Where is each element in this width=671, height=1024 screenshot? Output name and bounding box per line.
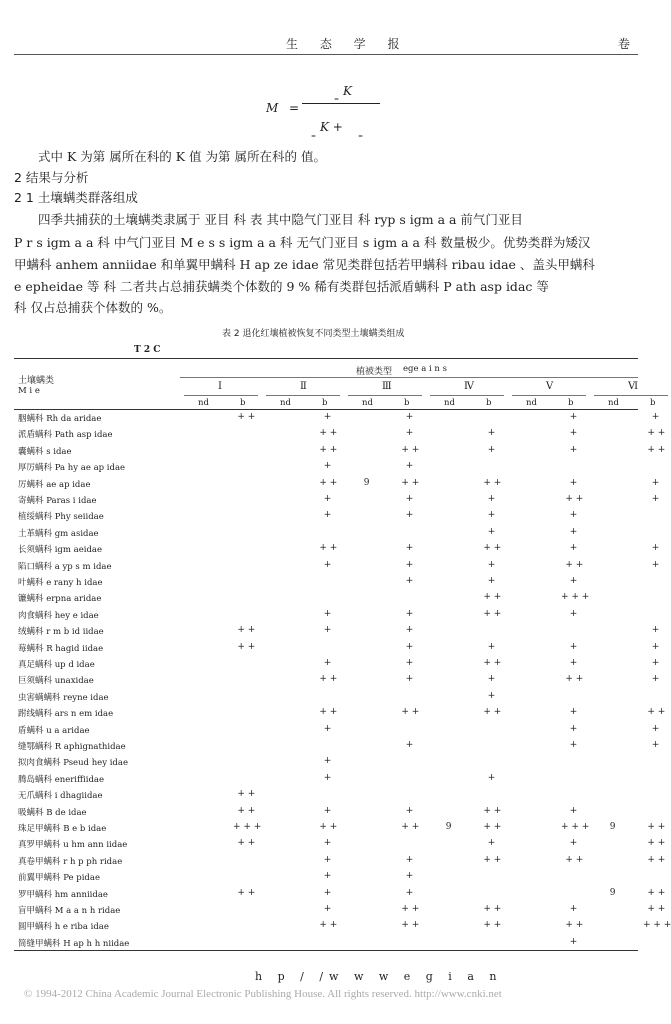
table-cell: + +	[483, 920, 502, 931]
table-cell: + + +	[643, 920, 671, 931]
table-row-label: 厚厉螨科 Pa hy ae ap idae	[18, 463, 126, 474]
type-header: Ⅳ	[464, 381, 474, 392]
type-rule	[184, 395, 258, 396]
table-cell: 9	[609, 887, 616, 898]
table-cell: +	[651, 658, 660, 668]
formula-lhs: M	[266, 101, 279, 115]
table-row-label: 珠足甲螨科 B e b idae	[18, 824, 107, 834]
subcol-header: nd	[444, 398, 455, 408]
table-row-label: 前翼甲螨科 Pe pidae	[18, 873, 100, 884]
table-cell: + +	[647, 904, 666, 914]
table-cell: + +	[237, 805, 256, 816]
table-cell: + +	[319, 543, 338, 554]
table-cell: 9	[363, 477, 370, 488]
table-cell: +	[323, 887, 332, 898]
table-row-label: 无爪螨科 i dhagiidae	[18, 791, 103, 802]
table-cell: + +	[565, 920, 584, 931]
table-cell: +	[569, 576, 578, 586]
table-cell: +	[569, 723, 578, 734]
formula-eq: =	[289, 101, 300, 115]
table-cell: +	[405, 641, 414, 652]
formula-sub: =	[311, 133, 317, 140]
table-row-label: 陷口螨科 a yp s m idae	[18, 561, 112, 572]
table-cell: +	[405, 543, 414, 554]
table-row-label: 肉食螨科 hey e idae	[18, 610, 99, 621]
table-row-label: 厉螨科 ae ap idae	[18, 479, 91, 490]
journal-title: 生 态 学 报	[286, 37, 409, 51]
subcol-header: nd	[280, 398, 291, 408]
table-cell: +	[487, 674, 496, 685]
table-cell: + +	[319, 707, 338, 718]
table-cell: +	[569, 641, 578, 652]
table-row-label: 派盾螨科 Path asp idae	[18, 430, 113, 441]
table-cell: + +	[647, 854, 666, 865]
table-cell: + +	[401, 822, 420, 832]
footer-url: h p / /w w w e g i a n	[255, 970, 503, 983]
table-cell: +	[569, 904, 578, 914]
table-row-label: 腾岛螨科 eneriffiidae	[18, 774, 105, 785]
table-row-label: 吸螨科 B de idae	[18, 807, 87, 818]
table-cell: +	[405, 674, 414, 685]
table-cell: 9	[445, 822, 452, 832]
subsection-heading: 2 1 土壤螨类群落组成	[14, 190, 138, 205]
table-cell: +	[405, 510, 414, 521]
table-cell: + +	[237, 887, 256, 898]
table-row-label: 简缝甲螨科 H ap h h niidae	[18, 938, 130, 949]
table-cell: +	[323, 625, 332, 636]
table-cell: +	[487, 838, 496, 849]
table-cell: + +	[483, 477, 502, 488]
type-rule	[348, 395, 422, 396]
table-cell: +	[487, 444, 496, 455]
table-row-label: 真罗甲螨科 u hm ann iidae	[18, 840, 128, 851]
table-cell: +	[651, 559, 660, 570]
table-bottom-rule	[14, 950, 638, 951]
group-rule	[180, 377, 638, 378]
table-cell: + +	[483, 805, 502, 816]
table-cell: +	[405, 887, 414, 898]
table-cell: + +	[565, 854, 584, 865]
formula-sub: =	[334, 96, 340, 103]
table-cell: +	[569, 658, 578, 668]
type-header: Ⅱ	[300, 381, 307, 392]
table-cell: +	[323, 838, 332, 849]
table-cell: + + +	[233, 822, 262, 832]
section-heading: 2 结果与分析	[14, 170, 89, 185]
table-cell: +	[405, 871, 414, 882]
table-cell: + +	[237, 789, 256, 800]
group-header-en: ege a i n s	[403, 364, 447, 374]
table-cell: + +	[483, 854, 502, 865]
table-row-label: 长须螨科 igm aeidae	[18, 545, 102, 556]
table-cell: + +	[237, 838, 256, 849]
table-cell: + +	[483, 543, 502, 554]
table-cell: + +	[401, 444, 420, 455]
table-row-label: 镰螨科 erpna aridae	[18, 594, 102, 605]
table-row-label: 土革螨科 gm asidae	[18, 528, 99, 539]
table-cell: + +	[647, 444, 666, 455]
table-cell: +	[569, 444, 578, 455]
table-cell: +	[323, 412, 332, 422]
table-cell: + +	[401, 904, 420, 914]
table-row-label: 绒螨科 r m b id iidae	[18, 627, 104, 638]
table-cell: +	[323, 772, 332, 783]
table-cell: +	[323, 559, 332, 570]
table-cell: + +	[237, 641, 256, 652]
table-cell: +	[651, 543, 660, 554]
subcol-header: nd	[362, 398, 373, 408]
table-cell: +	[569, 477, 578, 488]
row-header-en: M i e	[18, 386, 40, 396]
table-cell: +	[487, 510, 496, 521]
table-cell: + + +	[561, 822, 590, 832]
table-row-label: 罗甲螨科 hm anniidae	[18, 889, 108, 900]
type-rule	[430, 395, 504, 396]
row-header: 土壤螨类	[18, 376, 55, 386]
table-cell: + +	[319, 428, 338, 439]
type-rule	[594, 395, 668, 396]
table-row-label: 跗线螨科 ars n em idae	[18, 709, 114, 720]
table-cell: +	[569, 936, 578, 947]
table-cell: +	[569, 608, 578, 619]
table-row-label: 胭螨科 Rh da aridae	[18, 414, 102, 424]
table-cell: +	[323, 904, 332, 914]
table-cell: + +	[647, 428, 666, 439]
table-cell: +	[405, 576, 414, 586]
table-cell: + +	[401, 477, 420, 488]
table-row-label: 盲甲螨科 M a a n h ridae	[18, 906, 121, 916]
table-cell: +	[487, 576, 496, 586]
paragraph-line: P r s igm a a 科 中气门亚目 M e s s igm a a 科 无气门亚目 s igm a a 科 数量极少。优势类群为矮汉	[14, 235, 591, 250]
table-row-label: 叶螨科 e rany h idae	[18, 578, 103, 588]
table-cell: + +	[647, 707, 666, 718]
table-cell: +	[569, 510, 578, 521]
table-cell: + +	[565, 494, 584, 504]
subcol-header: b	[568, 398, 574, 408]
table-cell: +	[569, 740, 578, 750]
subcol-header: b	[240, 398, 246, 408]
paragraph-line: 科 仅占总捕获个体数的 %。	[14, 300, 172, 315]
table-cell: +	[323, 461, 332, 472]
subcol-header: nd	[608, 398, 619, 408]
copyright-notice: © 1994-2012 China Academic Journal Electronic Publishing House. All rights reserved. http://www.cnki.net	[24, 988, 502, 1000]
table-cell: +	[405, 412, 414, 422]
group-header: 植被类型	[356, 367, 393, 377]
table-cell: +	[651, 674, 660, 685]
table-cell: + +	[647, 887, 666, 898]
table-cell: + +	[237, 625, 256, 636]
fraction-bar	[302, 103, 380, 104]
table-cell: +	[405, 494, 414, 504]
table-row-label: 圆甲螨科 h e riba idae	[18, 922, 109, 933]
table-cell: +	[405, 608, 414, 619]
table-cell: + +	[237, 412, 256, 422]
header-bottom-rule	[14, 409, 638, 410]
table-cell: + + +	[561, 592, 590, 603]
table-cell: +	[651, 477, 660, 488]
type-rule	[266, 395, 340, 396]
table-cell: +	[651, 641, 660, 652]
table-row-label: 缝鄂螨科 R aphignathidae	[18, 742, 126, 752]
table-row-label: 莓螨科 R hagid iidae	[18, 643, 104, 654]
table-cell: +	[487, 559, 496, 570]
type-rule	[512, 395, 586, 396]
paragraph-line: e epheidae 等 科 二者共占总捕获螨类个体数的 9 % 稀有类群包括派盾螨科 P ath asp idac 等	[14, 279, 549, 294]
table-cell: +	[405, 428, 414, 439]
table-cell: +	[323, 658, 332, 668]
table-cell: +	[487, 428, 496, 439]
table-row-label: 真卷甲螨科 r h p ph ridae	[18, 856, 123, 867]
table-cell: +	[569, 526, 578, 537]
subcol-header: b	[486, 398, 492, 408]
table-row-label: 虫害螨螨科 reyne idae	[18, 692, 109, 703]
subcol-header: nd	[526, 398, 537, 408]
table-cell: + +	[319, 444, 338, 455]
table-cell: +	[405, 559, 414, 570]
table-cell: + +	[647, 838, 666, 849]
table-cell: +	[569, 838, 578, 849]
table-row-label: 囊螨科 s idae	[18, 446, 72, 457]
table-cell: +	[405, 658, 414, 668]
table-cell: +	[651, 494, 660, 504]
table-cell: + +	[483, 658, 502, 668]
table-cell: +	[323, 494, 332, 504]
table-cell: + +	[483, 707, 502, 718]
table-cell: + +	[647, 822, 666, 832]
type-header: Ⅴ	[546, 381, 554, 392]
table-cell: +	[487, 641, 496, 652]
table-cell: +	[323, 723, 332, 734]
table-cell: +	[651, 723, 660, 734]
table-cell: +	[569, 805, 578, 816]
table-cell: + +	[565, 674, 584, 685]
table-cell: +	[569, 428, 578, 439]
table-cell: +	[487, 772, 496, 783]
table-caption: 表 2 退化红壤植被恢复不同类型土壤螨类组成	[222, 329, 405, 339]
table-cell: +	[569, 543, 578, 554]
table-cell: + +	[401, 920, 420, 931]
subcol-header: b	[650, 398, 656, 408]
table-cell: +	[487, 494, 496, 504]
table-cell: + +	[483, 822, 502, 832]
table-row-label: 寄螨科 Paras i idae	[18, 496, 97, 506]
table-cell: +	[323, 871, 332, 882]
table-cell: +	[569, 412, 578, 422]
table-cell: +	[487, 690, 496, 701]
table-cell: + +	[483, 608, 502, 619]
table-cell: +	[323, 608, 332, 619]
table-row-label: 真足螨科 up d idae	[18, 660, 95, 670]
table-cell: +	[323, 805, 332, 816]
table-cell: +	[405, 625, 414, 636]
table-cell: + +	[319, 477, 338, 488]
table-cell: + +	[483, 904, 502, 914]
table-cell: + +	[319, 920, 338, 931]
table-cell: +	[323, 510, 332, 521]
subcol-header: b	[404, 398, 410, 408]
table-row-label: 盾螨科 u a aridae	[18, 725, 90, 736]
type-header: Ⅵ	[628, 381, 639, 392]
paragraph-line: 四季共捕获的土壤螨类隶属于 亚目 科 表 其中隐气门亚目 科 ryp s igm a a 前气门亚目	[38, 212, 523, 227]
table-cell: 9	[609, 822, 616, 832]
table-row-label: 巨须螨科 unaxidae	[18, 676, 94, 687]
header-rule	[14, 54, 638, 55]
table-caption-en: T 2 C	[134, 345, 161, 355]
formula-note: 式中 K 为第 属所在科的 K 值 为第 属所在科的 值。	[38, 149, 326, 164]
table-row-label: 植绥螨科 Phy seiidae	[18, 512, 104, 523]
table-cell: +	[323, 756, 332, 767]
table-top-rule	[14, 358, 638, 359]
formula-denominator: K +	[320, 120, 343, 134]
table-cell: +	[487, 526, 496, 537]
type-header: Ⅲ	[382, 381, 392, 392]
table-cell: +	[569, 707, 578, 718]
subcol-header: nd	[198, 398, 209, 408]
formula-sub: =	[358, 133, 364, 140]
table-cell: +	[651, 412, 660, 422]
paragraph-line: 甲螨科 anhem anniidae 和单翼甲螨科 H ap ze idae 常见类群包括若甲螨科 ribau idae 、盖头甲螨科	[14, 257, 595, 272]
table-cell: +	[405, 740, 414, 750]
table-cell: + +	[319, 822, 338, 832]
table-cell: +	[405, 461, 414, 472]
table-cell: + +	[565, 559, 584, 570]
table-row-label: 拟肉食螨科 Pseud hey idae	[18, 758, 128, 769]
table-cell: +	[405, 854, 414, 865]
table-cell: + +	[401, 707, 420, 718]
formula-numerator: K	[343, 84, 352, 98]
table-cell: + +	[483, 592, 502, 603]
table-cell: +	[323, 854, 332, 865]
subcol-header: b	[322, 398, 328, 408]
table-cell: + +	[319, 674, 338, 685]
table-cell: +	[651, 625, 660, 636]
table-cell: +	[405, 805, 414, 816]
type-header: Ⅰ	[218, 381, 222, 392]
volume-label: 卷	[618, 37, 631, 51]
table-cell: +	[651, 740, 660, 750]
